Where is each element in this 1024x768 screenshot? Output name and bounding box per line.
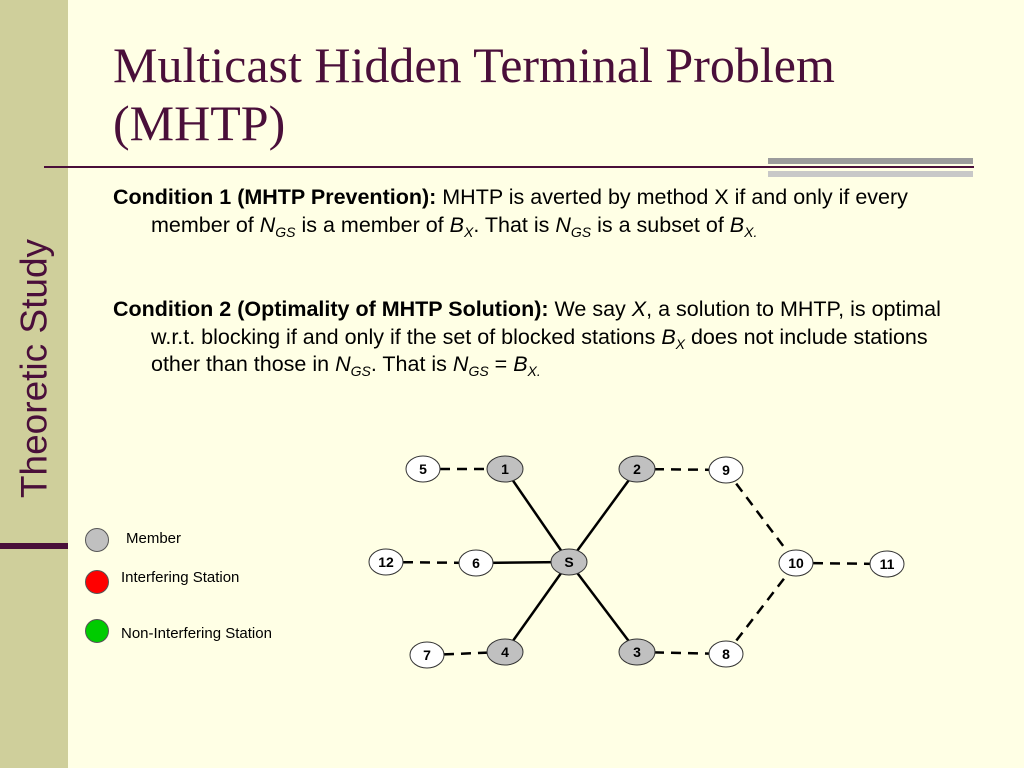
link-3-s	[569, 562, 637, 652]
title-line-2: (MHTP)	[113, 95, 286, 151]
legend-interfering-label: Interfering Station	[121, 569, 240, 586]
svg-text:11: 11	[879, 556, 895, 572]
node-s	[551, 549, 587, 575]
node-9	[709, 457, 743, 483]
condition-1: Condition 1 (MHTP Prevention): MHTP is averted by method X if and only if every member of $N_{GS}$ is a member of $B_X$. That is $N_{GS}$ is a subset of $B_{X.}$	[113, 185, 908, 240]
svg-text:12: 12	[378, 554, 394, 570]
svg-text:8: 8	[722, 646, 730, 662]
svg-text:3: 3	[633, 644, 641, 660]
sidebar-label: Theoretic Study	[13, 238, 55, 499]
node-2	[619, 456, 655, 482]
svg-text:5: 5	[419, 461, 427, 477]
svg-text:1: 1	[501, 461, 509, 477]
node-4	[487, 639, 523, 665]
svg-text:7: 7	[423, 647, 431, 663]
node-7	[410, 642, 444, 668]
svg-text:S: S	[564, 554, 574, 570]
title-line-1: Multicast Hidden Terminal Problem	[113, 37, 835, 93]
node-3	[619, 639, 655, 665]
svg-text:10: 10	[788, 555, 804, 571]
legend-non-interfering-label: Non-Interfering Station	[121, 625, 272, 642]
node-10	[779, 550, 813, 576]
svg-text:4: 4	[501, 644, 509, 660]
node-8	[709, 641, 743, 667]
node-5	[406, 456, 440, 482]
condition-2-heading: Condition 2 (Optimality of MHTP Solution):	[113, 297, 549, 321]
node-12	[369, 549, 403, 575]
svg-text:2: 2	[633, 461, 641, 477]
node-6	[459, 550, 493, 576]
condition-1-heading: Condition 1 (MHTP Prevention):	[113, 185, 437, 209]
node-11	[870, 551, 904, 577]
node-1	[487, 456, 523, 482]
svg-text:6: 6	[472, 555, 480, 571]
legend-member-label: Member	[126, 530, 182, 547]
condition-2: Condition 2 (Optimality of MHTP Solution): We say X, a solution to MHTP, is optimal w.r.t. blocking if and only if the set of blocked stations $B_X$ does not include stations other than those in $N_{GS}$. That is $N_{GS} = B_{X.}$	[113, 297, 941, 379]
svg-text:9: 9	[722, 462, 730, 478]
link-9-10	[726, 470, 796, 563]
link-2-s	[569, 469, 637, 562]
link-8-10	[726, 563, 796, 654]
link-1-s	[505, 469, 569, 562]
link-4-s	[505, 562, 569, 652]
